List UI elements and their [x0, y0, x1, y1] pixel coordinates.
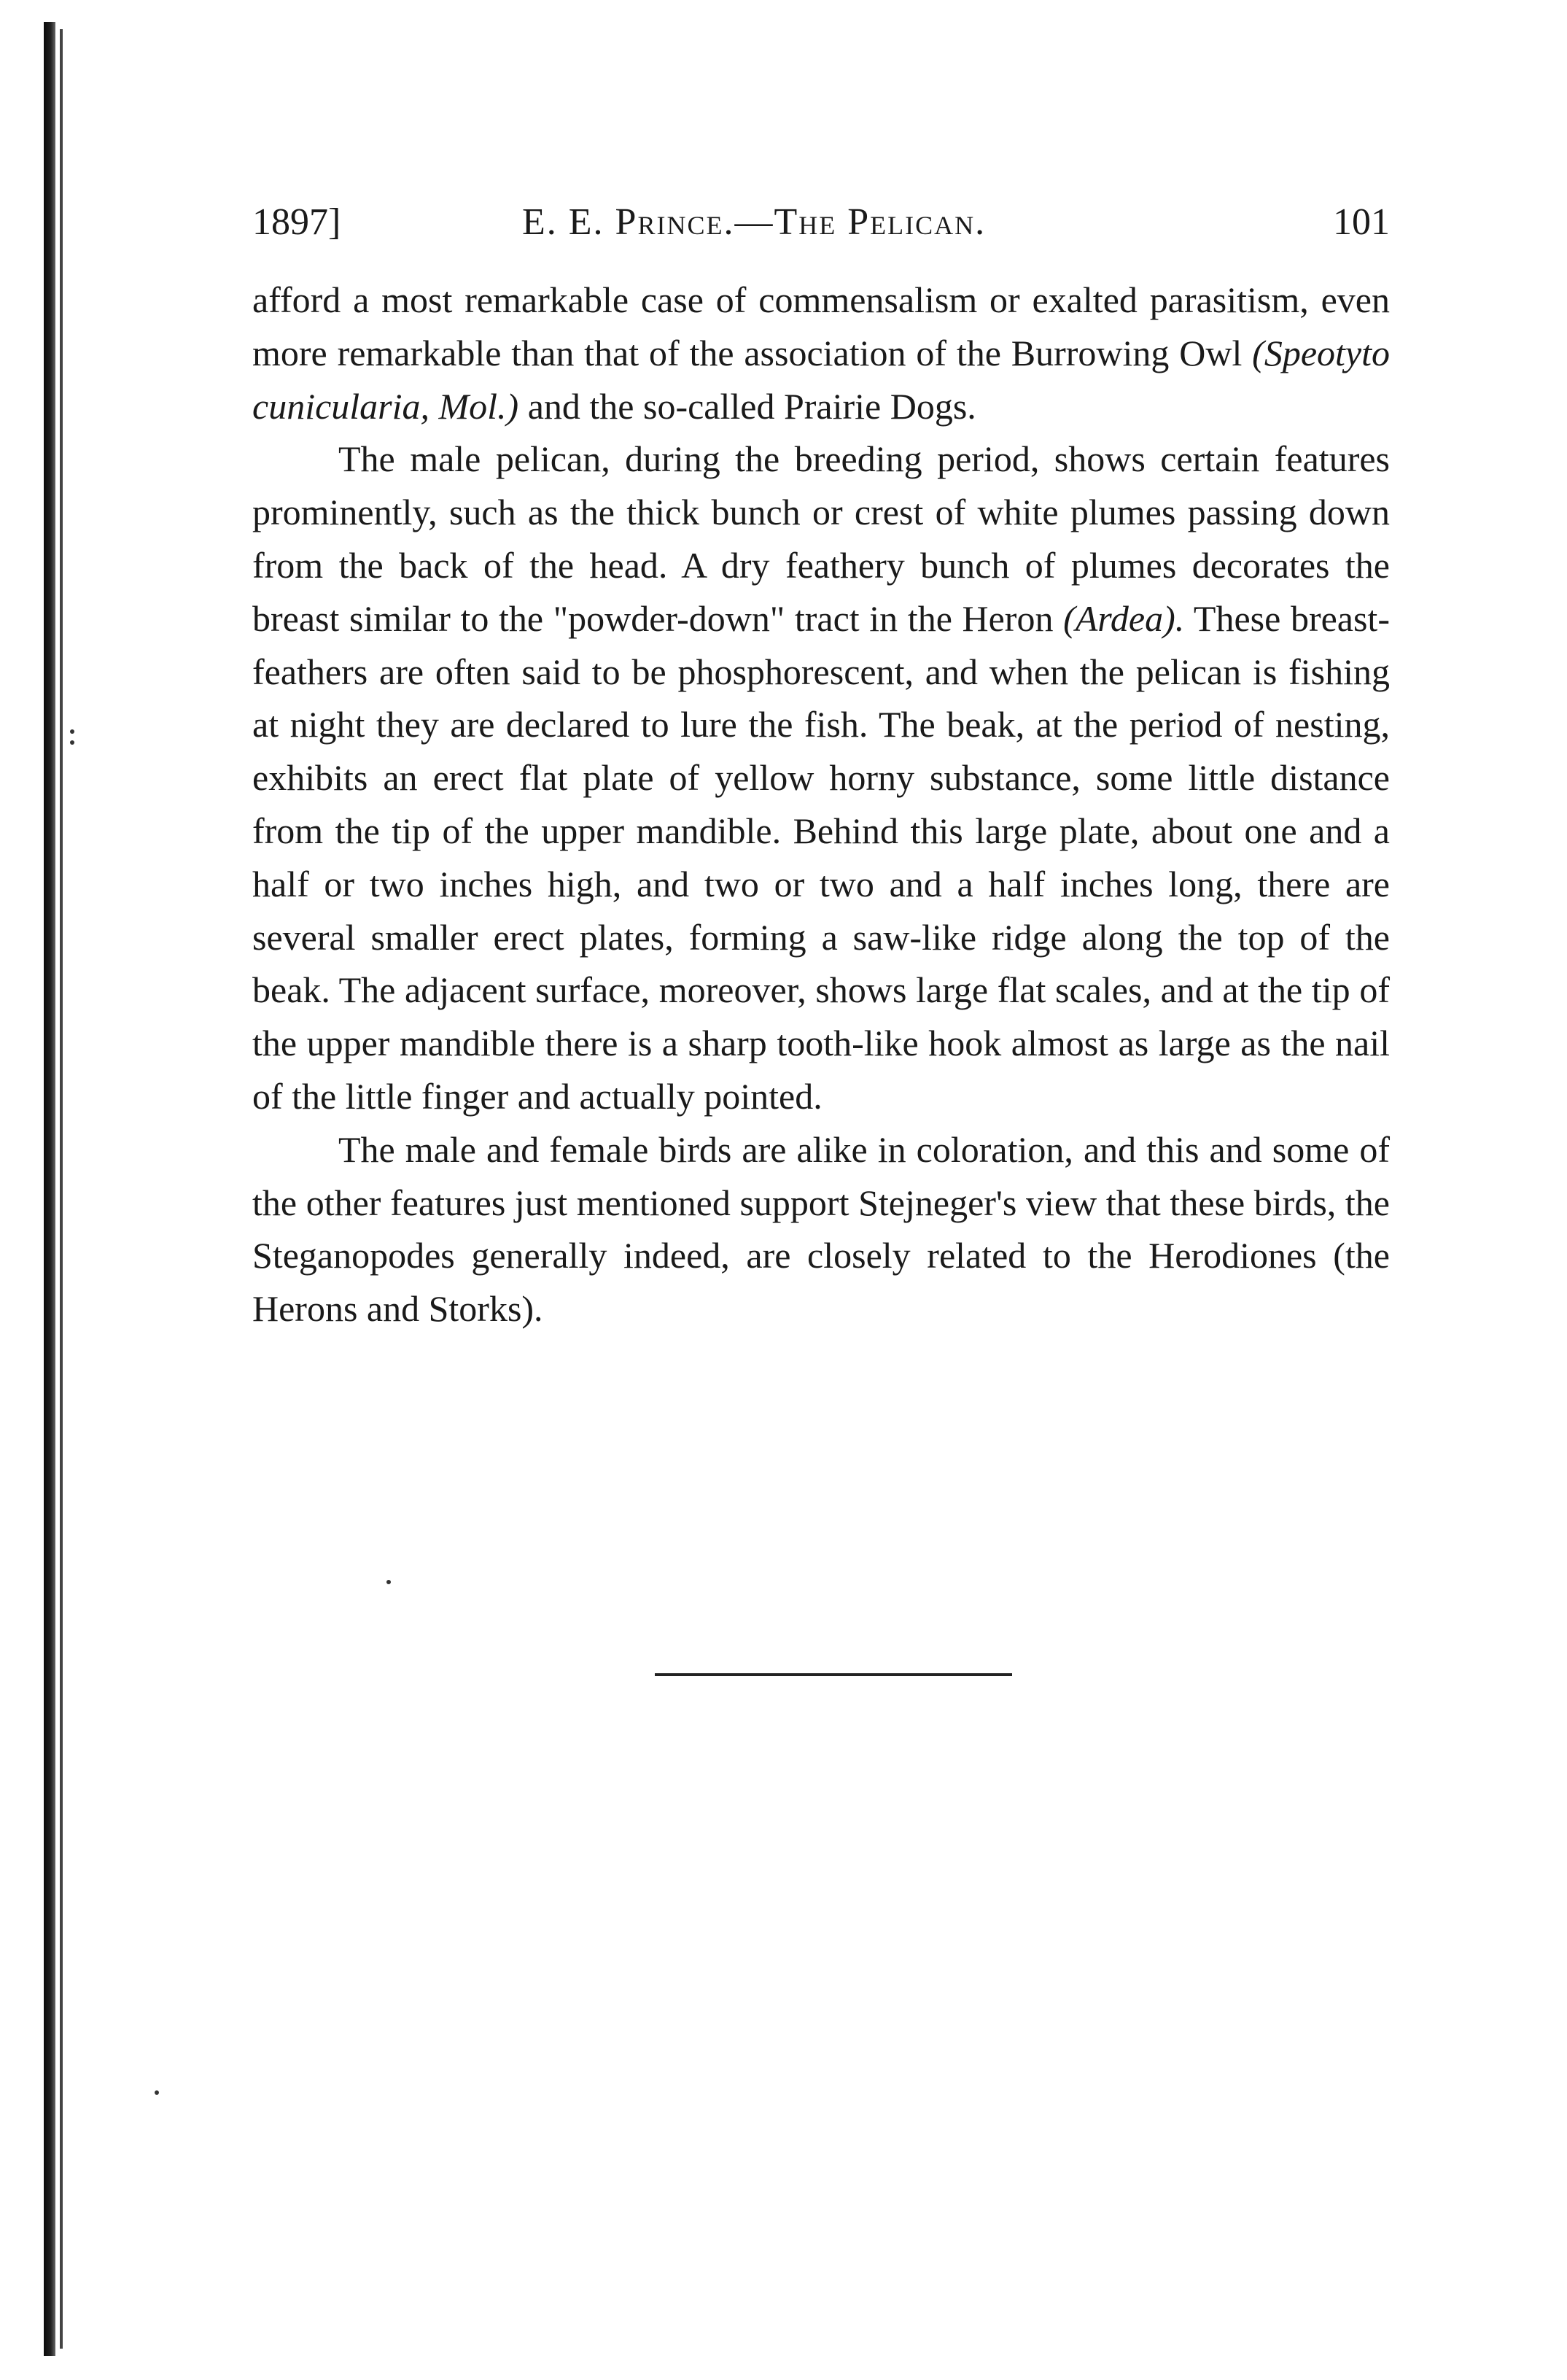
paragraph-text: The male and female birds are alike in coloration, and this and some of the other features just mentioned support Stejneger's view that these birds, the Steganopodes generally indeed, are closely related to the Herodiones (the Herons and Storks).	[252, 1128, 1390, 1330]
body-text	[252, 274, 1390, 1336]
paragraph	[252, 274, 1390, 433]
binding-edge-line	[60, 29, 63, 2349]
binding-edge	[44, 22, 55, 2356]
paragraph	[252, 433, 1390, 1123]
page-number: 101	[1333, 201, 1390, 243]
binding-mark	[70, 740, 74, 745]
stray-mark	[386, 1580, 391, 1584]
running-title: E. E. Prince.—The Pelican.	[522, 201, 987, 243]
paragraph-text: and the so-called Prairie Dogs.	[518, 385, 976, 427]
running-header	[252, 193, 1390, 252]
italic-species-name: (Speotyto cunicularia, Mol.)	[252, 332, 1390, 427]
paragraph-text: These breast-feathers are often said to be phosphorescent, and when the pelican is fishing at night they are declared to lure the fish. The beak, at the period of nesting, exhibits an erect flat plate of yellow horny substance, some little distance from the tip of the upper mandible. Behind this large plate, about one and a half or two inches high, and two or two and a half inches long, there are several smaller erect plates, forming a saw-like ridge along the top of the beak. The adjacent surface, moreover, shows large flat scales, and at the tip of the upper mandible there is a sharp tooth-like hook almost as large as the nail of the little finger and actually pointed.	[252, 597, 1390, 1117]
paragraph-text: The male pelican, during the breeding period, shows certain features prominently, such as the thick bunch or crest of white plumes passing down from the back of the head. A dry feathery bunch of plumes decorates the breast similar to the "powder-down" tract in the Heron	[252, 438, 1390, 639]
paragraph-text: afford a most remarkable case of commensalism or exalted parasitism, even more remarkable than that of the association of the Burrowing Owl	[252, 279, 1390, 373]
binding-mark	[70, 729, 74, 734]
header-year: 1897]	[252, 201, 341, 243]
paragraph	[252, 1123, 1390, 1336]
italic-genus-name: (Ardea).	[1063, 597, 1185, 639]
section-end-rule	[655, 1673, 1012, 1676]
stray-mark	[155, 2090, 159, 2095]
